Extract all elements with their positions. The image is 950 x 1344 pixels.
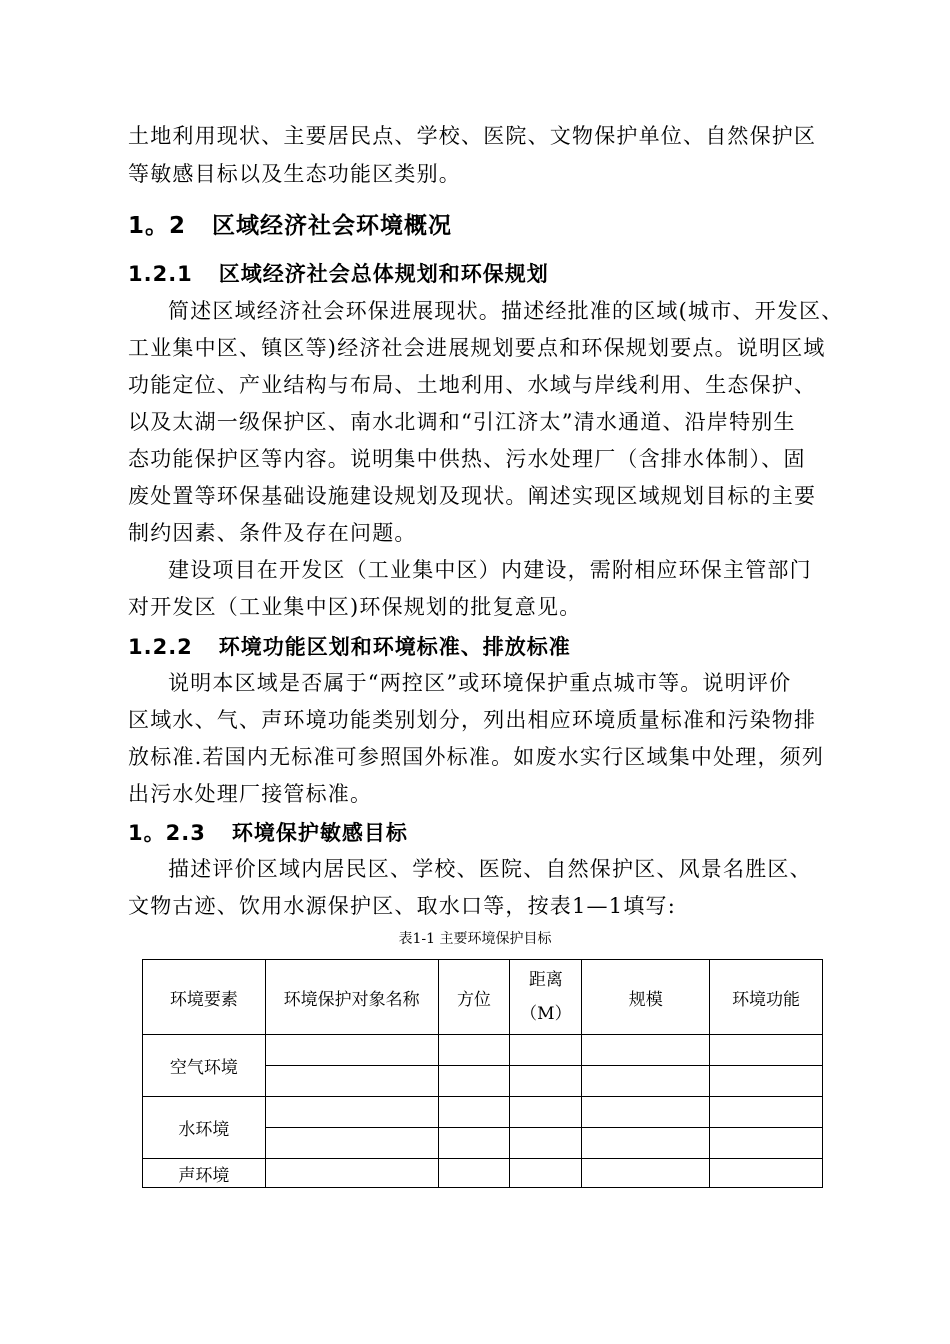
table-cell xyxy=(582,1035,710,1066)
table-cell xyxy=(438,1128,510,1159)
header-cell: 环境保护对象名称 xyxy=(265,960,438,1035)
table-cell xyxy=(710,1066,823,1097)
row-label: 水环境 xyxy=(143,1097,266,1159)
paragraph-line: 以及太湖一级保护区、南水北调和“引江济太”清水通道、沿岸特别生 xyxy=(128,410,796,434)
section-1-2-3-heading xyxy=(128,817,408,847)
paragraph-line: 区域水、气、声环境功能类别划分，列出相应环境质量标准和污染物排 xyxy=(128,708,817,732)
paragraph-line: 文物古迹、饮用水源保护区、取水口等，按表1—1填写: xyxy=(128,894,676,918)
header-cell: 规模 xyxy=(582,960,710,1035)
table-cell xyxy=(710,1097,823,1128)
paragraph-line: 简述区域经济社会环保进展现状。描述经批准的区域(城市、开发区、 xyxy=(168,299,844,323)
paragraph-line: 废处置等环保基础设施建设规划及现状。阐述实现区域规划目标的主要 xyxy=(128,484,817,508)
paragraph-line: 态功能保护区等内容。说明集中供热、污水处理厂（含排水体制）、固 xyxy=(128,447,806,471)
protection-targets-table xyxy=(142,959,823,1188)
section-1-2-heading xyxy=(128,207,452,240)
table-cell xyxy=(438,1066,510,1097)
section-number: 1。2 xyxy=(128,213,187,239)
table-cell xyxy=(510,1128,582,1159)
table-cell xyxy=(265,1035,438,1066)
table-cell xyxy=(438,1035,510,1066)
header-text: 距离 xyxy=(528,970,563,990)
table-cell xyxy=(710,1128,823,1159)
table-cell xyxy=(265,1128,438,1159)
table-cell xyxy=(510,1035,582,1066)
section-1-2-1-heading xyxy=(128,258,549,288)
table-cell xyxy=(510,1159,582,1188)
section-title: 区域经济社会环境概况 xyxy=(212,213,453,239)
table-row xyxy=(143,1097,823,1128)
table-cell xyxy=(582,1128,710,1159)
header-cell xyxy=(510,960,582,1035)
table-cell xyxy=(265,1066,438,1097)
section-title: 区域经济社会总体规划和环保规划 xyxy=(218,262,549,286)
section-1-2-2-heading xyxy=(128,631,571,661)
table-header-row xyxy=(143,960,823,1035)
table-cell xyxy=(510,1097,582,1128)
paragraph-line: 说明本区域是否属于“两控区”或环境保护重点城市等。说明评价 xyxy=(168,671,792,695)
intro-line-2: 等敏感目标以及生态功能区类别。 xyxy=(128,162,461,186)
table-cell xyxy=(265,1159,438,1188)
header-cell: 环境要素 xyxy=(143,960,266,1035)
header-cell: 方位 xyxy=(438,960,510,1035)
table-cell xyxy=(582,1066,710,1097)
paragraph-line: 对开发区（工业集中区)环保规划的批复意见。 xyxy=(128,595,582,619)
section-number: 1。2.3 xyxy=(128,821,206,845)
paragraph-line: 描述评价区域内居民区、学校、医院、自然保护区、风景名胜区、 xyxy=(168,857,812,881)
header-cell: 环境功能 xyxy=(710,960,823,1035)
paragraph-line: 功能定位、产业结构与布局、土地利用、水域与岸线利用、生态保护、 xyxy=(128,373,817,397)
section-title: 环境功能区划和环境标准、排放标准 xyxy=(218,635,571,659)
paragraph-line: 放标准.若国内无标准可参照国外标准。如废水实行区域集中处理，须列 xyxy=(128,745,825,769)
row-label: 空气环境 xyxy=(143,1035,266,1097)
table-cell xyxy=(582,1097,710,1128)
table-row xyxy=(143,1159,823,1188)
table-cell xyxy=(582,1159,710,1188)
table-caption: 表1-1 主要环境保护目标 xyxy=(398,931,552,947)
table-cell xyxy=(510,1066,582,1097)
paragraph-line: 出污水处理厂接管标准。 xyxy=(128,782,373,806)
row-label: 声环境 xyxy=(143,1159,266,1188)
section-number: 1.2.1 xyxy=(128,262,193,286)
section-title: 环境保护敏感目标 xyxy=(231,821,408,845)
section-number: 1.2.2 xyxy=(128,635,193,659)
table-cell xyxy=(710,1035,823,1066)
table-cell xyxy=(438,1097,510,1128)
paragraph-line: 建设项目在开发区（工业集中区）内建设，需附相应环保主管部门 xyxy=(168,558,812,582)
table-cell xyxy=(265,1097,438,1128)
header-unit: （M） xyxy=(520,1004,572,1024)
table-cell xyxy=(710,1159,823,1188)
table-row xyxy=(143,1035,823,1066)
intro-line-1: 土地利用现状、主要居民点、学校、医院、文物保护单位、自然保护区 xyxy=(128,124,817,148)
table-cell xyxy=(438,1159,510,1188)
paragraph-line: 制约因素、条件及存在问题。 xyxy=(128,521,417,545)
paragraph-line: 工业集中区、镇区等)经济社会进展规划要点和环保规划要点。说明区域 xyxy=(128,336,826,360)
